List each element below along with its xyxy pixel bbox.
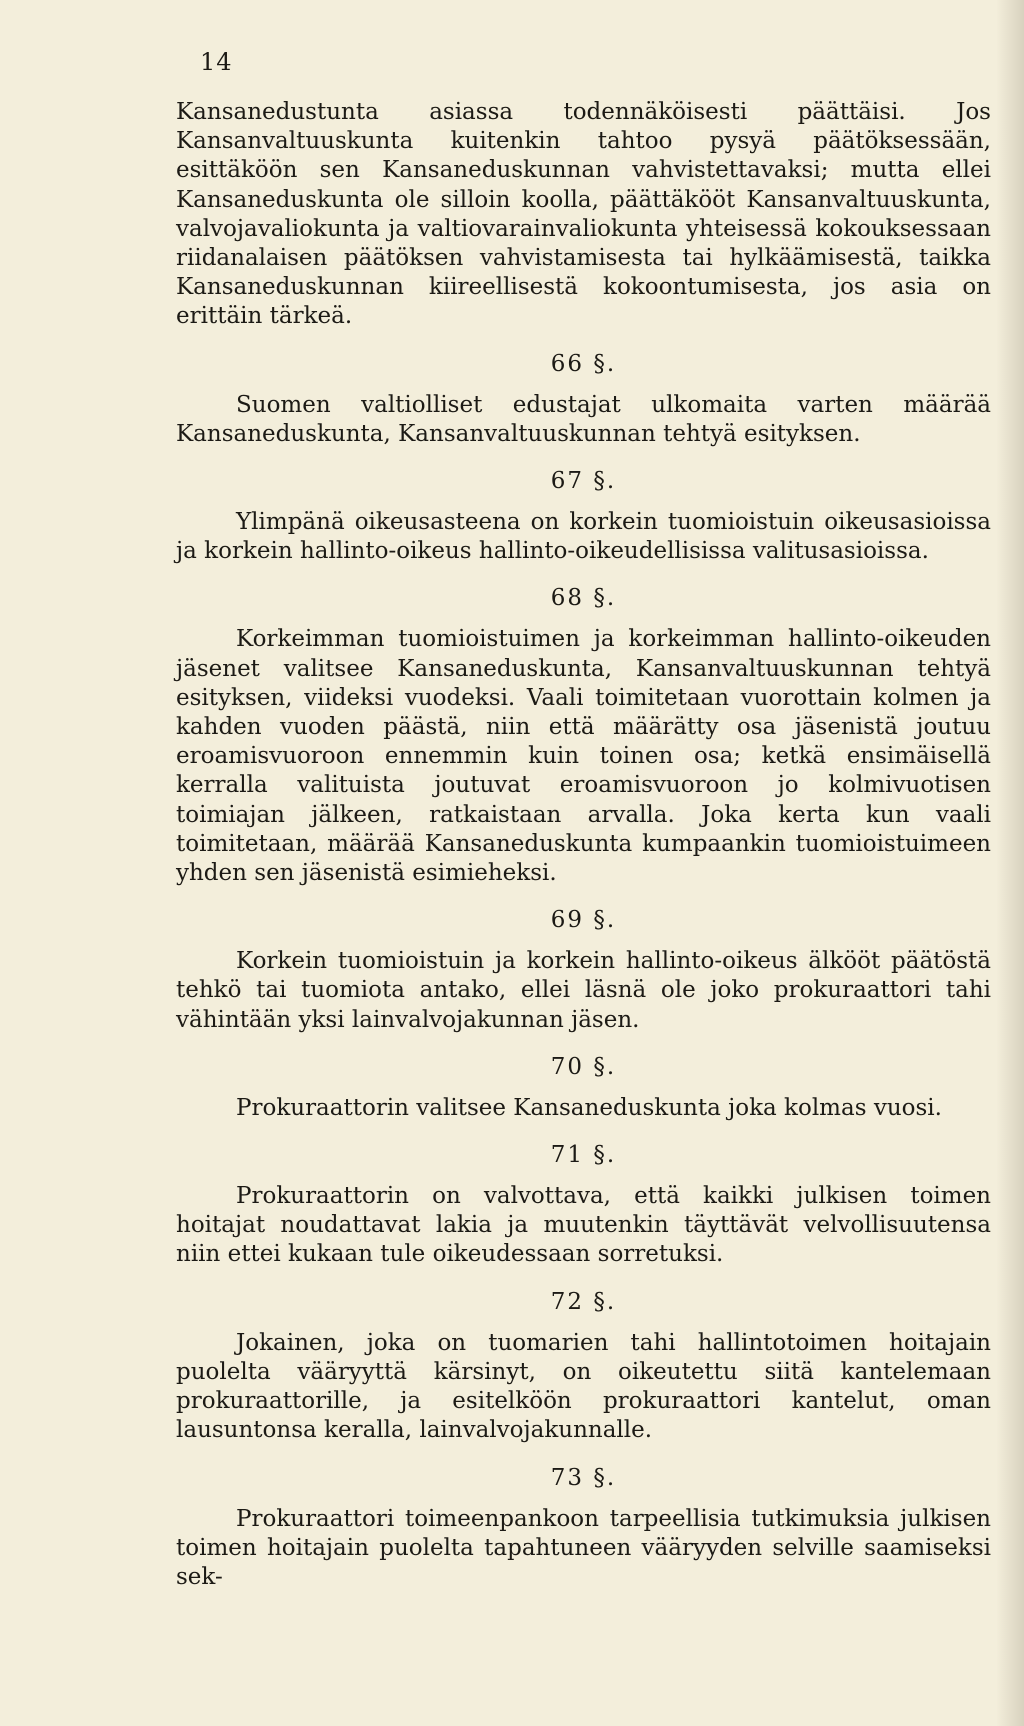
section-heading: 68 §. [550, 585, 617, 612]
paragraph: Kansanedustunta asiassa todennäköisesti päättäisi. Jos Kansanvaltuuskunta kuitenkin tahtoo pysyä päätöksessään, esittäköön sen Kansaneduskunnan vahvistettavaksi; mutta ellei Kansaneduskunta ole silloin koolla, päättäkööt Kansanvaltuuskunta, valvojavaliokunta ja valtiovarainvaliokunta yhteisessä kokouksessaan riidanalaisen päätöksen vahvistamisesta tai hylkäämisestä, taikka Kansaneduskunnan kiireellisestä kokoontumisesta, jos asia on erittäin tärkeä. [176, 99, 991, 330]
section-heading: 67 §. [550, 468, 617, 495]
paragraph: Korkein tuomioistuin ja korkein hallinto-oikeus älkööt päätöstä tehkö tai tuomiota antako, ellei läsnä ole joko prokuraattori tahi vähintään yksi lainvalvojakunnan jäsen. [176, 948, 991, 1033]
section-heading: 72 §. [550, 1288, 617, 1315]
section-heading: 70 §. [550, 1053, 617, 1080]
page-number: 14 [200, 48, 233, 76]
section-heading: 73 §. [550, 1464, 617, 1491]
paragraph: Jokainen, joka on tuomarien tahi hallintotoimen hoitajain puolelta vääryyttä kärsinyt, on oikeutettu siitä kantelemaan prokuraattorille, ja esitelköön prokuraattori kantelut, oman lausuntonsa keralla, lainvalvojakunnalle. [176, 1329, 991, 1444]
section-heading: 66 §. [550, 350, 617, 377]
paragraph: Prokuraattorin on valvottava, että kaikki julkisen toimen hoitajat noudattavat lakia ja muutenkin täyttävät velvollisuutensa niin ettei kukaan tule oikeudessaan sorretuksi. [176, 1183, 991, 1268]
paragraph: Prokuraattorin valitsee Kansaneduskunta joka kolmas vuosi. [236, 1094, 942, 1121]
page-body [176, 98, 991, 1592]
section-heading: 69 §. [550, 907, 617, 934]
paragraph: Prokuraattori toimeenpankoon tarpeellisia tutkimuksia julkisen toimen hoitajain puolelta tapahtuneen vääryyden selville saamiseksi sek- [176, 1505, 991, 1590]
paragraph: Ylimpänä oikeusasteena on korkein tuomioistuin oikeusasioissa ja korkein hallinto-oikeus hallinto-oikeudellisissa valitusasioissa. [176, 509, 991, 565]
paragraph: Suomen valtiolliset edustajat ulkomaita varten määrää Kansaneduskunta, Kansanvaltuuskunnan tehtyä esityksen. [176, 391, 991, 447]
section-heading: 71 §. [550, 1142, 617, 1169]
paragraph: Korkeimman tuomioistuimen ja korkeimman hallinto-oikeuden jäsenet valitsee Kansaneduskunta, Kansanvaltuuskunnan tehtyä esityksen, viideksi vuodeksi. Vaali toimitetaan vuorottain kolmen ja kahden vuoden päästä, niin että määrätty osa jäsenistä joutuu eroamisvuoroon ennemmin kuin toinen osa; ketkä ensimäisellä kerralla valituista joutuvat eroamisvuoroon jo kolmivuotisen toimiajan jälkeen, ratkaistaan arvalla. Joka kerta kun vaali toimitetaan, määrää Kansaneduskunta kumpaankin tuomioistuimeen yhden sen jäsenistä esimieheksi. [176, 626, 991, 887]
page-edge-shadow [996, 0, 1024, 1726]
